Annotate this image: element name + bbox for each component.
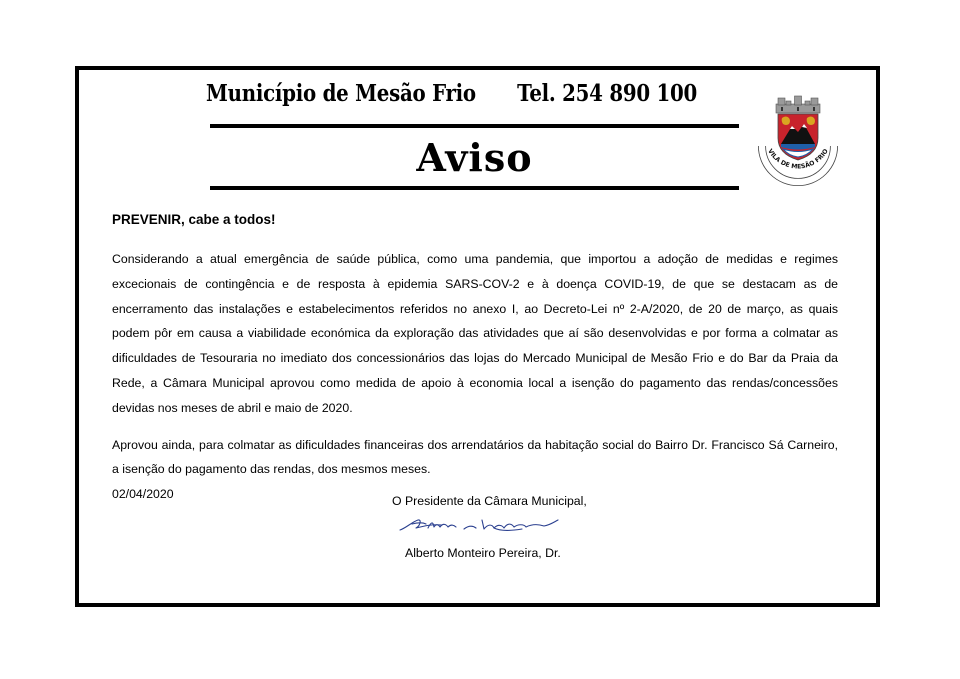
body-paragraph: Aprovou ainda, para colmatar as dificuldades financeiras dos arrendatários da habitação social do Bairro Dr. Francisco Sá Carneiro, a isenção do pagamento das rendas, dos mesmos meses.: [112, 437, 838, 477]
notice-title: Aviso: [416, 135, 533, 180]
notice-body: [112, 247, 838, 482]
svg-text:VILA DE MESÃO FRIO: VILA DE MESÃO FRIO: [766, 147, 830, 171]
title-rule-top: [210, 124, 739, 128]
municipal-crest-icon: [752, 94, 844, 186]
title-rule-bottom: [210, 186, 739, 190]
municipality-name: Município de Mesão Frio: [206, 80, 476, 107]
handwritten-signature: [398, 512, 568, 536]
body-paragraph: Considerando a atual emergência de saúde pública, como uma pandemia, que importou a adoção de medidas e regimes excecionais de contingência e de resposta à epidemia SARS-COV-2 e à doença COVID-19, de que se destacam as de encerramento das instalações e estabelecimentos referidos no anexo I, ao Decreto-Lei nº 2-A/2020, de 20 de março, as quais podem pôr em causa a viabilidade económica da exploração das atividades que aí são desenvolvidas e por forma a colmatar as dificuldades de Tesouraria no imediato dos concessionários das lojas do Mercado Municipal de Mesão Frio e do Bar da Praia da Rede, a Câmara Municipal aprovou como medida de apoio à economia local a isenção do pagamento das rendas/concessões devidas nos meses de abril e maio de 2020.: [112, 252, 838, 415]
phone-number: Tel. 254 890 100: [517, 80, 697, 107]
lead-heading: PREVENIR, cabe a todos!: [112, 212, 276, 227]
notice-header: [206, 80, 697, 112]
notice-date: 02/04/2020: [112, 487, 174, 501]
signatory-name: Alberto Monteiro Pereira, Dr.: [405, 546, 561, 560]
signatory-title: O Presidente da Câmara Municipal,: [392, 494, 587, 508]
